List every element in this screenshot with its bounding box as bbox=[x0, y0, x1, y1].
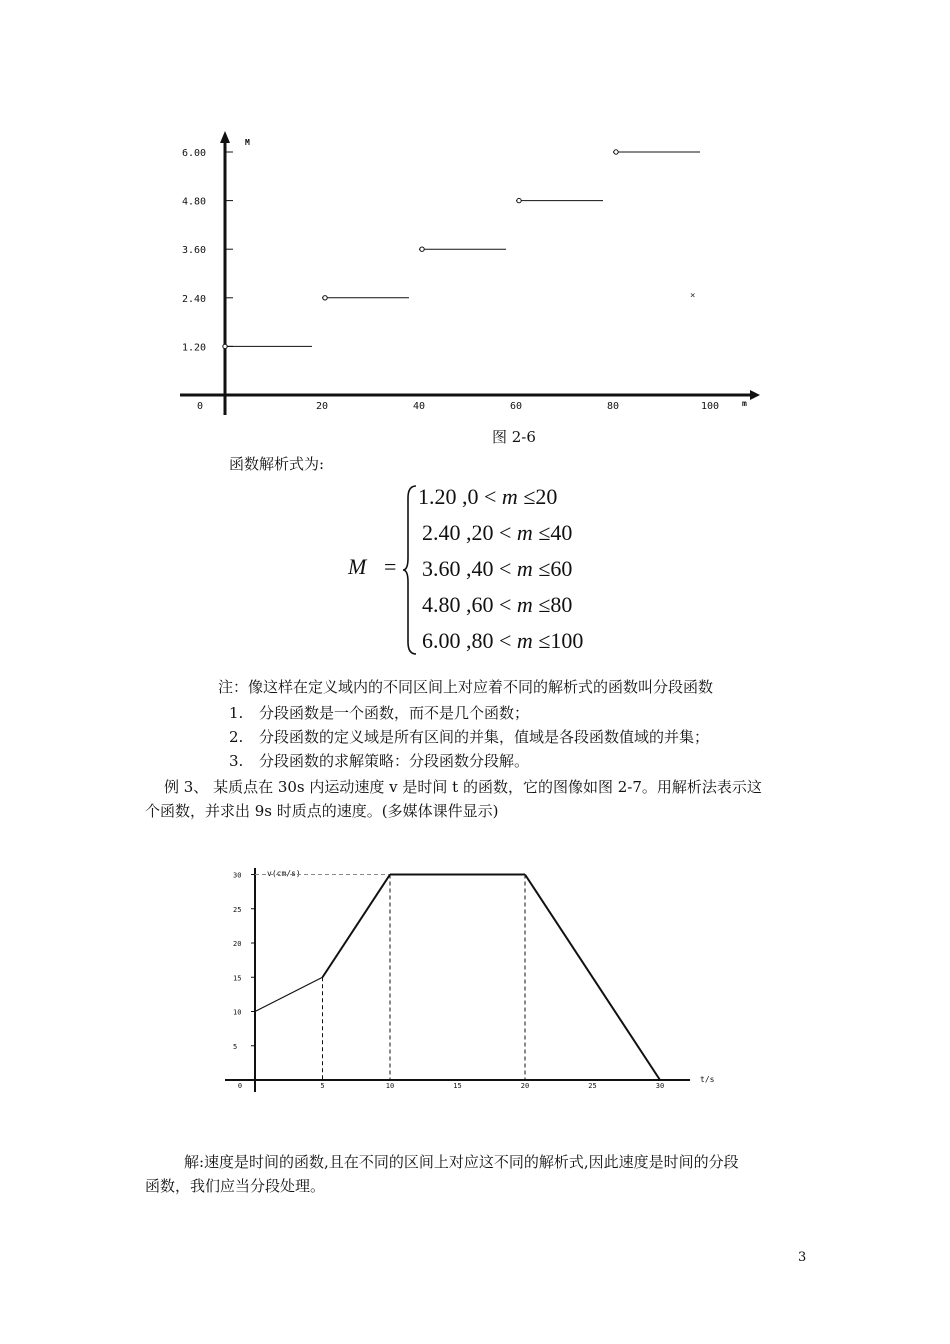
case-upper-bound: 20 bbox=[535, 484, 558, 509]
x-tick-label: 60 bbox=[509, 401, 523, 412]
case-upper-bound: 40 bbox=[550, 520, 573, 545]
case-variable: m bbox=[516, 628, 533, 653]
open-endpoint bbox=[323, 296, 327, 300]
x-tick-label: 80 bbox=[606, 401, 620, 412]
case-less-than: < bbox=[493, 520, 517, 545]
figure-2-7-chart bbox=[220, 860, 740, 1100]
list-item-number: 3. bbox=[229, 752, 244, 770]
x-tick-label: 30 bbox=[655, 1082, 665, 1090]
x-axis-label: m bbox=[742, 399, 747, 408]
case-lower-bound: 80 bbox=[471, 628, 494, 653]
y-tick-label: 25 bbox=[233, 905, 242, 914]
list-item-text: 分段函数的定义域是所有区间的并集，值域是各段函数值域的并集； bbox=[259, 728, 710, 746]
formula-lhs: M bbox=[348, 554, 367, 579]
y-tick-label: 2.40 bbox=[182, 293, 207, 305]
x-axis-label: t/s bbox=[700, 1075, 715, 1084]
case-variable: m bbox=[516, 520, 533, 545]
case-lower-bound: 20 bbox=[471, 520, 494, 545]
case-upper-bound: 60 bbox=[550, 556, 573, 581]
case-value: 6.00 bbox=[422, 628, 461, 653]
case-less-equal: ≤ bbox=[517, 484, 536, 509]
case-less-equal: ≤ bbox=[532, 556, 551, 581]
x-tick-label: 5 bbox=[320, 1082, 325, 1090]
formula-case-row bbox=[422, 628, 583, 654]
list-item-text: 分段函数是一个函数，而不是几个函数； bbox=[259, 704, 530, 722]
formula-case-row bbox=[422, 592, 572, 618]
y-tick-label: 1.20 bbox=[182, 342, 207, 354]
case-less-than: < bbox=[478, 484, 502, 509]
case-upper-bound: 80 bbox=[550, 592, 573, 617]
example3-line1: 例 3、 某质点在 30s 内运动速度 v 是时间 t 的函数，它的图像如图 2-7。用解析法表示这 bbox=[164, 778, 762, 796]
y-tick-label: 4.80 bbox=[182, 196, 207, 208]
case-comma: , bbox=[456, 484, 468, 509]
x-tick-label: 10 bbox=[385, 1082, 395, 1090]
solution-line2: 函数，我们应当分段处理。 bbox=[145, 1177, 326, 1195]
x-tick-label: 15 bbox=[453, 1082, 462, 1090]
case-variable: m bbox=[516, 592, 533, 617]
list-item-number: 1. bbox=[229, 704, 244, 722]
x-tick-label: 100 bbox=[700, 401, 720, 412]
stray-mark: × bbox=[690, 291, 696, 301]
piecewise-formula bbox=[346, 482, 666, 662]
case-lower-bound: 40 bbox=[471, 556, 494, 581]
case-less-equal: ≤ bbox=[532, 628, 551, 653]
open-endpoint bbox=[223, 344, 227, 348]
x-tick-label: 20 bbox=[520, 1082, 530, 1090]
formula-case-row bbox=[418, 484, 557, 510]
formula-equals: = bbox=[384, 554, 397, 579]
figure-2-6-chart bbox=[170, 125, 770, 425]
case-less-than: < bbox=[493, 592, 517, 617]
list-item bbox=[229, 702, 529, 723]
y-tick-label: 3.60 bbox=[182, 245, 207, 257]
case-less-equal: ≤ bbox=[532, 592, 551, 617]
example3-line2: 个函数，并求出 9s 时质点的速度。(多媒体课件显示) bbox=[145, 802, 499, 820]
y-tick-label: 10 bbox=[233, 1008, 242, 1017]
y-tick-label: 30 bbox=[233, 871, 242, 880]
y-tick-label: 5 bbox=[233, 1042, 238, 1051]
list-item bbox=[229, 750, 529, 771]
case-comma: , bbox=[460, 592, 472, 617]
case-lower-bound: 0 bbox=[467, 484, 479, 509]
case-value: 1.20 bbox=[418, 484, 457, 509]
page-number: 3 bbox=[798, 1250, 807, 1265]
case-comma: , bbox=[460, 520, 472, 545]
case-upper-bound: 100 bbox=[550, 628, 584, 653]
list-item-number: 2. bbox=[229, 728, 244, 746]
case-value: 4.80 bbox=[422, 592, 461, 617]
x-tick-label: 40 bbox=[412, 401, 426, 412]
case-less-equal: ≤ bbox=[532, 520, 551, 545]
x-tick-label: 20 bbox=[315, 401, 329, 412]
case-variable: m bbox=[501, 484, 518, 509]
case-comma: , bbox=[460, 556, 472, 581]
figure-2-6-caption: 图 2-6 bbox=[492, 428, 536, 446]
formula-case-row bbox=[422, 520, 572, 546]
y-tick-label: 20 bbox=[233, 940, 242, 948]
x-tick-label: 25 bbox=[588, 1082, 597, 1090]
case-value: 3.60 bbox=[422, 556, 461, 581]
case-lower-bound: 60 bbox=[471, 592, 494, 617]
x-tick-label: 0 bbox=[196, 401, 204, 412]
y-tick-label: 6.00 bbox=[182, 148, 207, 159]
y-axis-label: M bbox=[245, 138, 250, 147]
y-axis-arrow bbox=[220, 131, 230, 143]
case-variable: m bbox=[516, 556, 533, 581]
y-axis-label: v(cm/s) bbox=[267, 869, 301, 878]
x-tick-label: 0 bbox=[237, 1082, 243, 1090]
case-less-than: < bbox=[493, 628, 517, 653]
case-value: 2.40 bbox=[422, 520, 461, 545]
list-item-text: 分段函数的求解策略：分段函数分段解。 bbox=[259, 752, 530, 770]
formula-intro: 函数解析式为: bbox=[229, 455, 325, 473]
solution-line1: 解:速度是时间的函数,且在不同的区间上对应这不同的解析式,因此速度是时间的分段 bbox=[184, 1153, 739, 1171]
velocity-segment bbox=[323, 875, 391, 978]
y-tick-label: 15 bbox=[233, 974, 242, 983]
open-endpoint bbox=[420, 247, 424, 251]
velocity-segment bbox=[525, 875, 660, 1081]
velocity-segment bbox=[255, 977, 323, 1011]
case-less-than: < bbox=[493, 556, 517, 581]
list-item bbox=[229, 726, 709, 747]
formula-case-row bbox=[422, 556, 572, 582]
x-axis-arrow bbox=[750, 390, 760, 400]
open-endpoint bbox=[614, 150, 618, 154]
case-comma: , bbox=[460, 628, 472, 653]
open-endpoint bbox=[517, 198, 521, 202]
piecewise-note: 注：像这样在定义域内的不同区间上对应着不同的解析式的函数叫分段函数 bbox=[218, 678, 714, 696]
formula-brace bbox=[402, 484, 418, 656]
